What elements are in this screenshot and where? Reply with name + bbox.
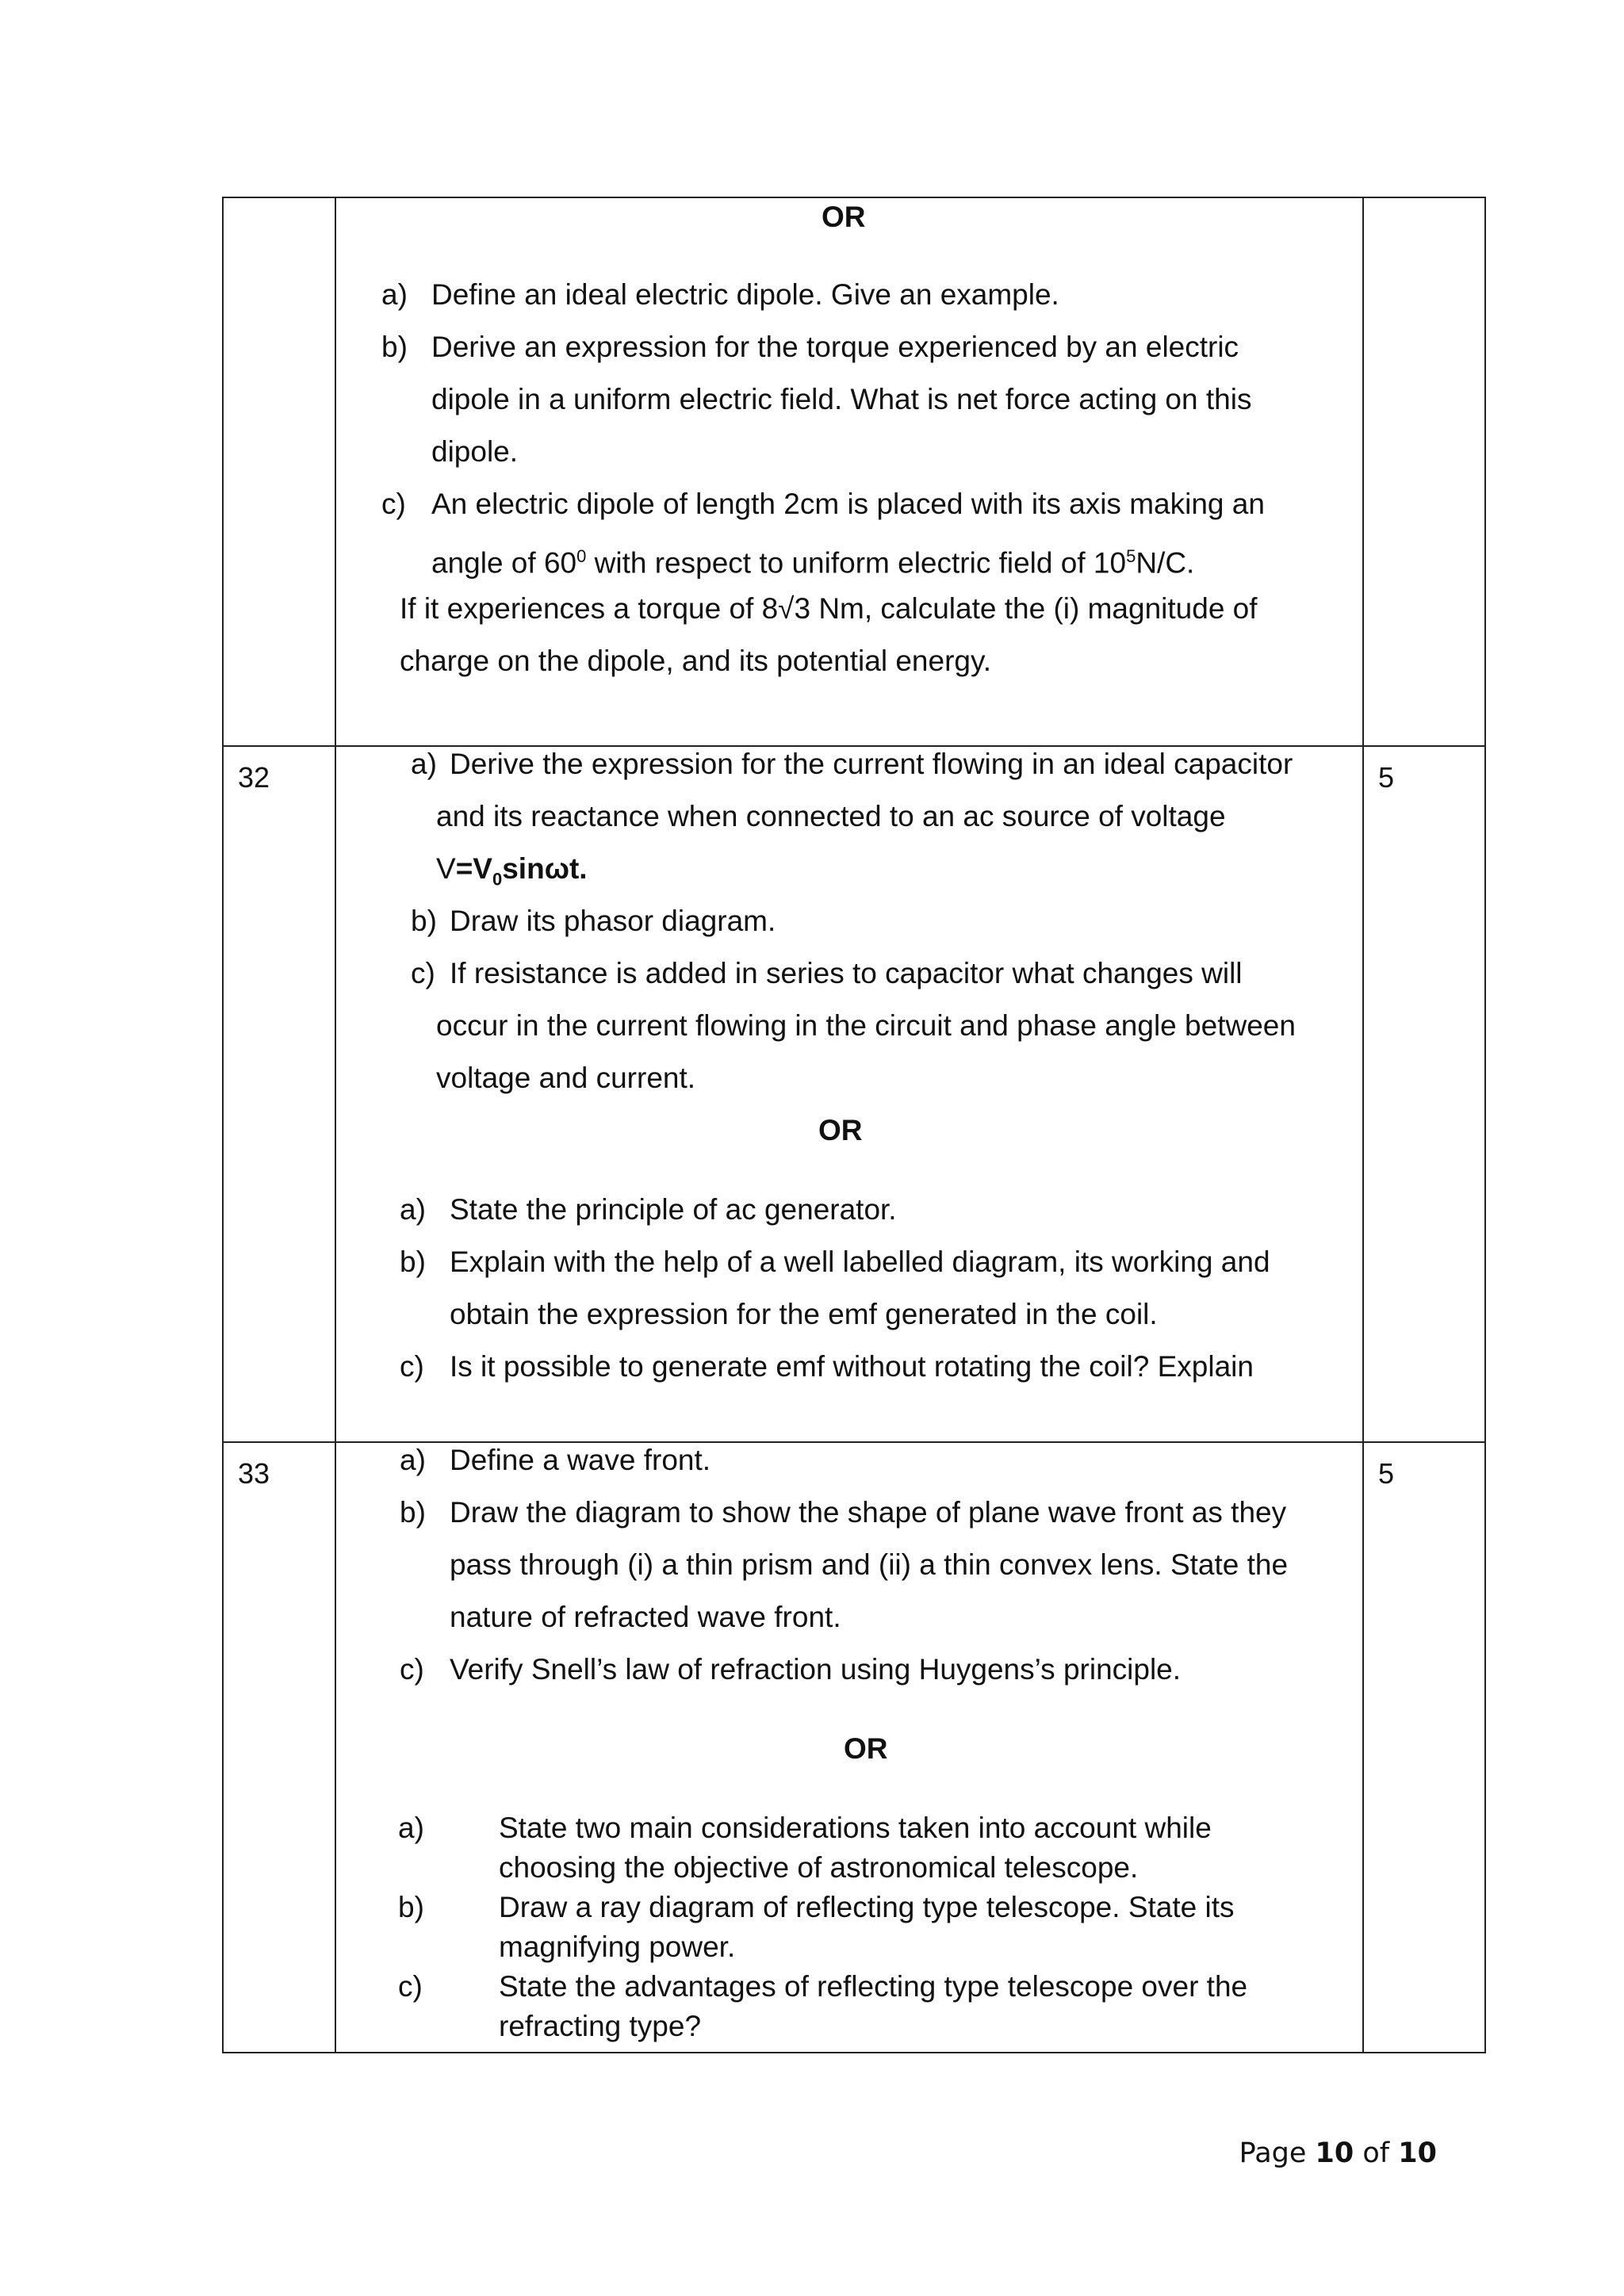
text-part: N/C. <box>1136 546 1195 580</box>
option-label: a) <box>400 1193 426 1226</box>
option-label: b) <box>411 905 437 937</box>
q31-or-b-line1: Derive an expression for the torque experienced by an electric <box>431 331 1239 363</box>
or-heading: OR <box>818 1114 863 1146</box>
row-q33 <box>223 1442 1485 2053</box>
option-label: c) <box>400 1350 424 1383</box>
subscript: 0 <box>492 869 503 890</box>
q32-b-text: Draw its phasor diagram. <box>450 905 776 937</box>
q33-or-a-line1: State two main considerations taken into account while <box>499 1812 1212 1844</box>
option-label: a) <box>381 278 408 311</box>
q31-or-b-line3: dipole. <box>431 435 519 468</box>
q32-c-line2: occur in the current flowing in the circuit and phase angle between <box>436 1009 1296 1042</box>
qno-cell <box>223 197 335 746</box>
option-label: b) <box>400 1496 426 1529</box>
q31-or-a-text: Define an ideal electric dipole. Give an example. <box>431 278 1059 311</box>
q32-c-line3: voltage and current. <box>436 1062 696 1094</box>
or-heading: OR <box>844 1732 888 1765</box>
option-label: b) <box>398 1891 424 1923</box>
or-heading: OR <box>822 201 866 233</box>
option-label: b) <box>381 331 408 363</box>
q32-or-b-line2: obtain the expression for the emf generated in the coil. <box>450 1298 1158 1330</box>
of-word: of <box>1362 2137 1390 2169</box>
q33-or-c-line2: refracting type? <box>499 2010 702 2042</box>
q31-or-c-line2 <box>431 539 1194 580</box>
page-word: Page <box>1239 2137 1307 2169</box>
text-part: angle of 60 <box>431 546 577 580</box>
q32-a-line3 <box>436 851 588 897</box>
q33-b-line1: Draw the diagram to show the shape of plane wave front as they <box>450 1496 1287 1529</box>
q33-a-text: Define a wave front. <box>450 1444 711 1476</box>
option-label: a) <box>398 1812 424 1844</box>
superscript: 5 <box>1126 546 1136 566</box>
option-label: b) <box>400 1246 426 1278</box>
marks-value: 5 <box>1363 1442 1485 2053</box>
question-number: 32 <box>223 746 335 1442</box>
q32-or-a-text: State the principle of ac generator. <box>450 1193 897 1226</box>
q33-or-b-line1: Draw a ray diagram of reflecting type telescope. State its <box>499 1891 1235 1923</box>
q32-or-c-text: Is it possible to generate emf without rotating the coil? Explain <box>450 1350 1254 1383</box>
option-label: c) <box>381 488 406 520</box>
q33-b-line3: nature of refracted wave front. <box>450 1601 841 1633</box>
marks-value: 5 <box>1363 746 1485 1442</box>
q32-a-line1: Derive the expression for the current flowing in an ideal capacitor <box>450 748 1293 780</box>
option-label: c) <box>411 957 435 989</box>
question-number: 33 <box>223 1442 335 2053</box>
text-part: with respect to uniform electric field of 10 <box>586 546 1127 580</box>
q31-or-b-line2: dipole in a uniform electric field. What is net force acting on this <box>431 383 1252 415</box>
q31-or-cont2: charge on the dipole, and its potential energy. <box>400 645 991 677</box>
row-q32 <box>223 746 1485 1442</box>
q33-content <box>335 1442 1363 2053</box>
q33-or-a-line2: choosing the objective of astronomical telescope. <box>499 1851 1139 1884</box>
q32-a-line2: and its reactance when connected to an ac source of voltage <box>436 800 1226 832</box>
row-q31-or <box>223 197 1485 746</box>
option-label: c) <box>398 1970 423 2003</box>
marks-cell <box>1363 197 1485 746</box>
q31-or-c-line1: An electric dipole of length 2cm is placed with its axis making an <box>431 488 1265 520</box>
q33-b-line2: pass through (i) a thin prism and (ii) a thin convex lens. State the <box>450 1548 1289 1581</box>
text-part: =V <box>455 852 492 885</box>
total-pages: 10 <box>1398 2137 1437 2169</box>
q32-or-b-line1: Explain with the help of a well labelled diagram, its working and <box>450 1246 1270 1278</box>
text-part: sinωt. <box>502 852 588 885</box>
q31-or-content <box>335 197 1363 746</box>
q31-or-cont1: If it experiences a torque of 8√3 Nm, calculate the (i) magnitude of <box>400 592 1258 625</box>
q32-c-line1: If resistance is added in series to capacitor what changes will <box>450 957 1243 989</box>
q33-c-text: Verify Snell’s law of refraction using Huygens’s principle. <box>450 1653 1182 1686</box>
page-footer <box>1239 2137 1437 2169</box>
text-part: V <box>436 852 456 885</box>
q33-or-c-line1: State the advantages of reflecting type telescope over the <box>499 1970 1248 2003</box>
q32-content <box>335 746 1363 1442</box>
superscript: 0 <box>576 546 587 566</box>
option-label: a) <box>411 748 437 780</box>
option-label: a) <box>400 1444 426 1476</box>
current-page: 10 <box>1315 2137 1354 2169</box>
q33-or-b-line2: magnifying power. <box>499 1931 736 1963</box>
question-table <box>222 197 1486 2053</box>
option-label: c) <box>400 1653 424 1686</box>
